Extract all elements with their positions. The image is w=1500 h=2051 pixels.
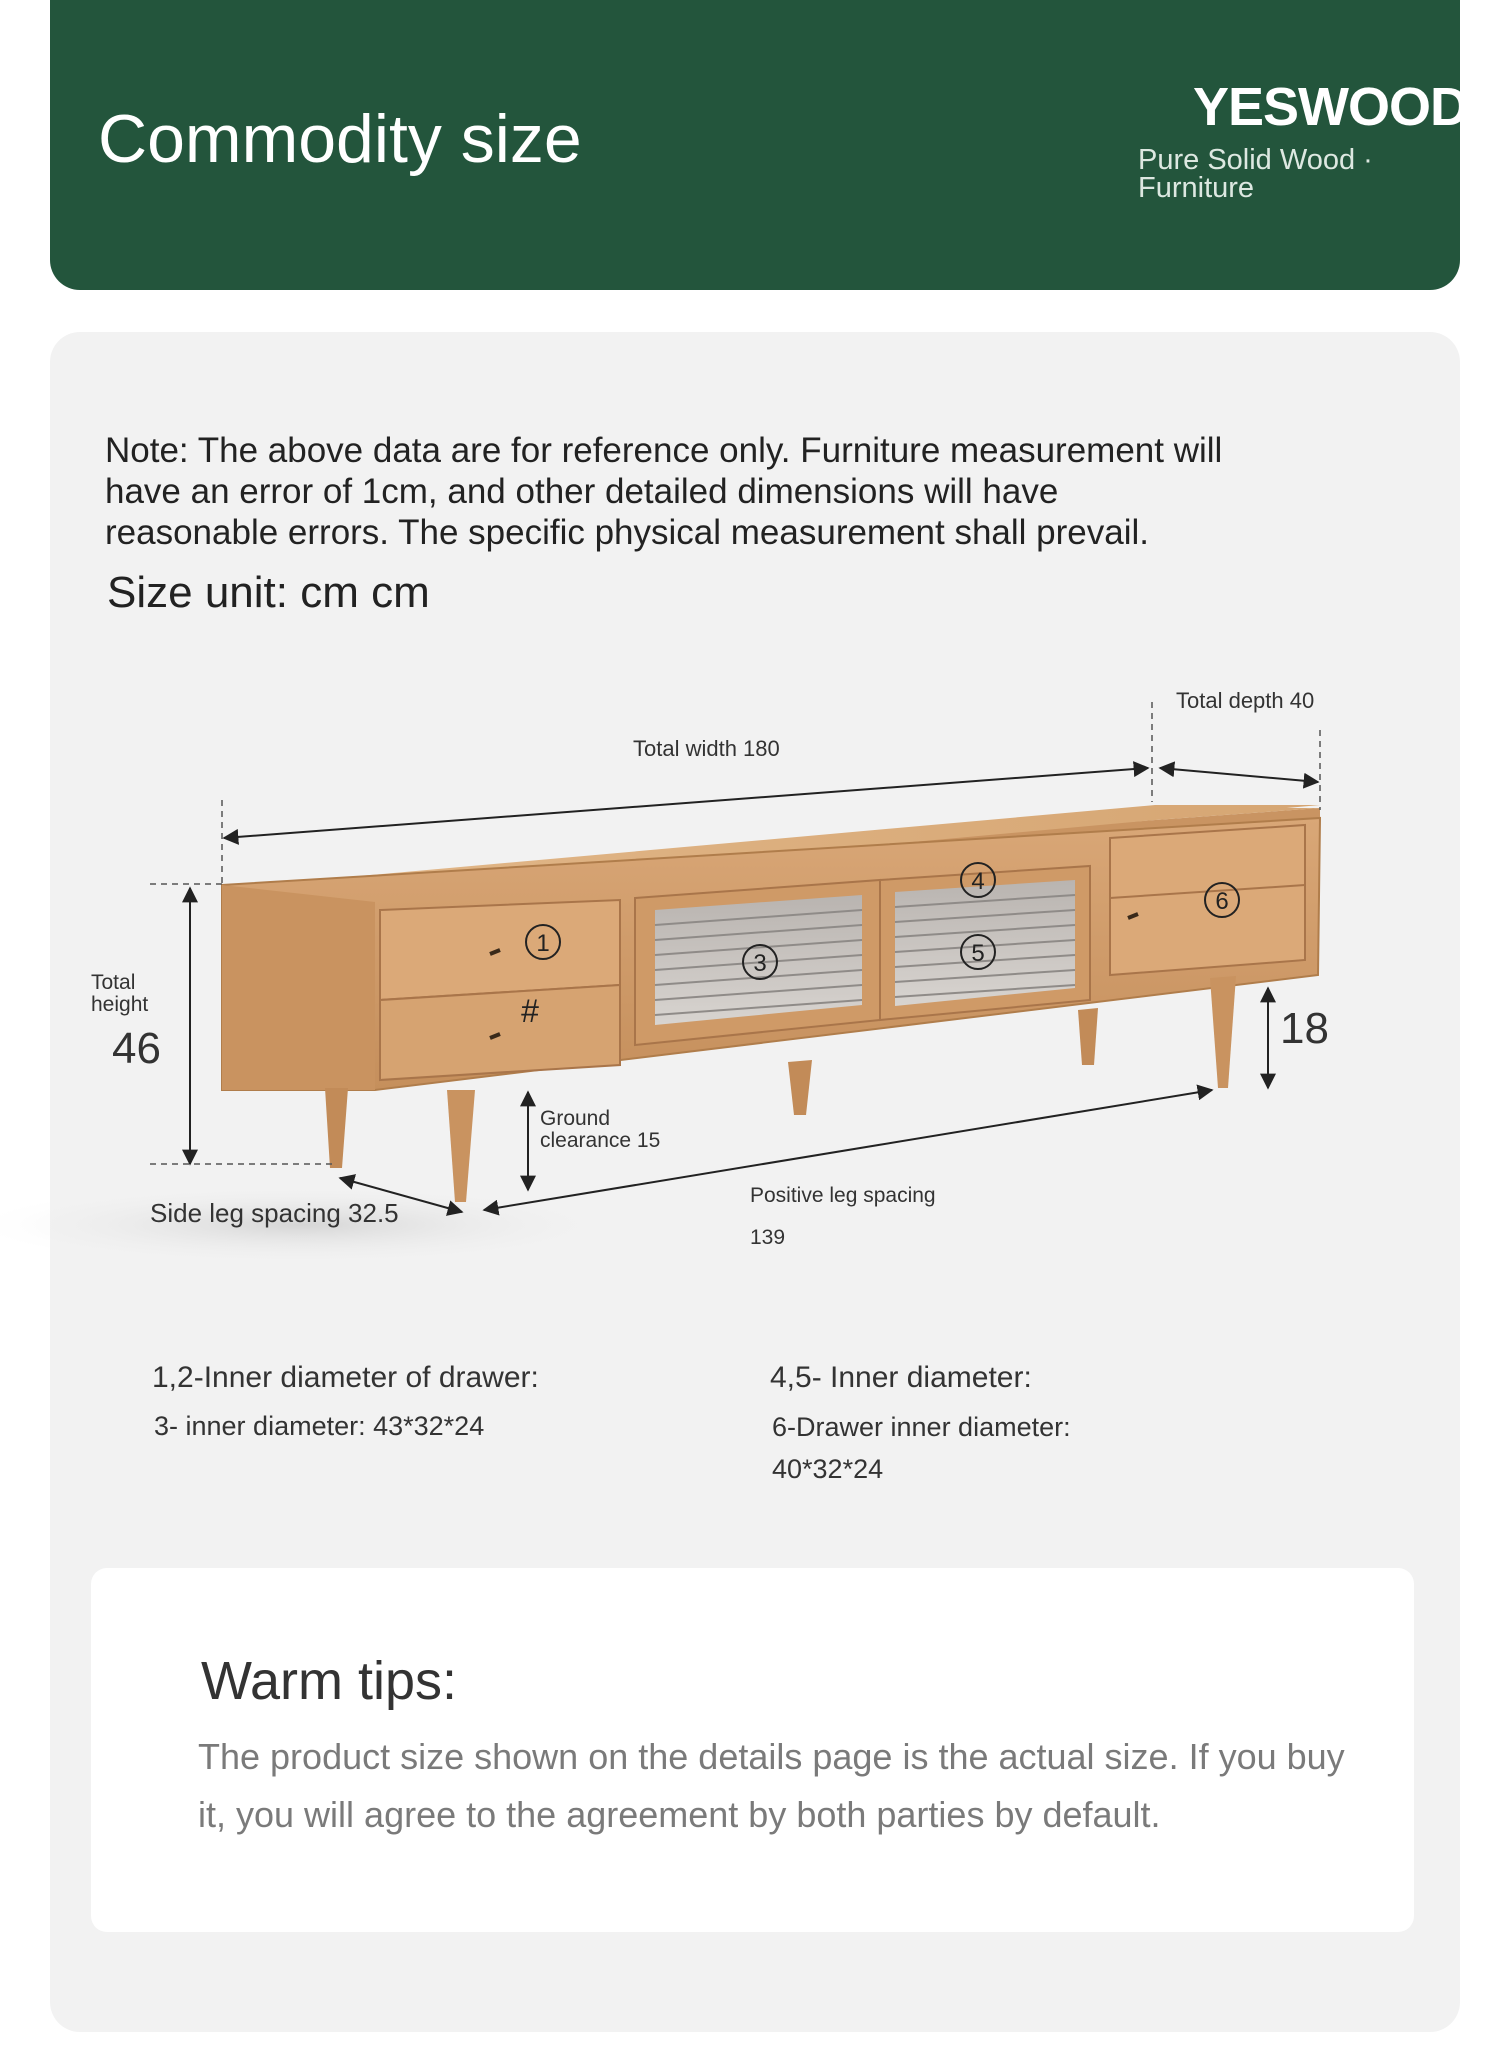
total-width-label: Total width 180 — [633, 736, 780, 761]
warm-tips-card — [91, 1568, 1414, 1932]
marker-2: # — [521, 993, 539, 1029]
side-leg-spacing-label: Side leg spacing 32.5 — [150, 1198, 399, 1228]
positive-leg-spacing-label: Positive leg spacing — [750, 1184, 936, 1207]
leg-back-right-mid — [788, 1060, 812, 1115]
size-unit: Size unit: cm cm — [107, 568, 430, 617]
drawer-2 — [380, 985, 620, 1080]
leg-front-left — [447, 1090, 475, 1202]
leg-back-right — [1078, 1008, 1098, 1065]
positive-leg-spacing-value: 139 — [750, 1226, 786, 1249]
spec-drawer-6: 6-Drawer inner diameter: — [772, 1412, 1071, 1442]
ground-clearance-label: Ground clearance 15 — [540, 1107, 661, 1152]
header-banner — [50, 0, 1469, 290]
spec-inner-3: 3- inner diameter: 43*32*24 — [154, 1411, 485, 1441]
spec-drawer-12: 1,2-Inner diameter of drawer: — [152, 1361, 539, 1394]
marker-5: 5 — [971, 940, 985, 967]
total-depth-label: Total depth 40 — [1176, 688, 1315, 713]
marker-3: 3 — [753, 950, 767, 977]
cabinet-left-side — [222, 885, 375, 1090]
measurement-note: Note: The above data are for reference only. Furniture measurement will have an error of 1cm, and other detailed dimensions will have reasonable errors. The specific physical measurement shall prevail. — [105, 431, 1223, 552]
spec-inner-45: 4,5- Inner diameter: — [770, 1361, 1032, 1394]
spec-drawer-6-value: 40*32*24 — [772, 1454, 884, 1484]
marker-4: 4 — [971, 868, 985, 895]
warm-tips-title: Warm tips: — [201, 1651, 457, 1711]
page-title: Commodity size — [98, 101, 582, 177]
drawer-6 — [1110, 825, 1305, 975]
total-height-value: 46 — [112, 1024, 161, 1073]
leg-height-value: 18 — [1280, 1004, 1329, 1053]
marker-1: 1 — [536, 930, 550, 957]
marker-6: 6 — [1215, 888, 1229, 915]
warm-tips-body: The product size shown on the details page is the actual size. If you buy it, you will agree to the agreement by both parties by default. — [198, 1736, 1345, 1835]
brand-tagline: Pure Solid Wood · Furniture — [1138, 144, 1373, 204]
total-height-label: Total height — [91, 971, 149, 1016]
brand-block — [1138, 77, 1469, 204]
leg-front-right — [1210, 976, 1236, 1088]
brand-logo: YESWOOD — [1193, 77, 1469, 137]
leg-back-left — [325, 1088, 348, 1168]
dimension-diagram — [0, 670, 1500, 1270]
